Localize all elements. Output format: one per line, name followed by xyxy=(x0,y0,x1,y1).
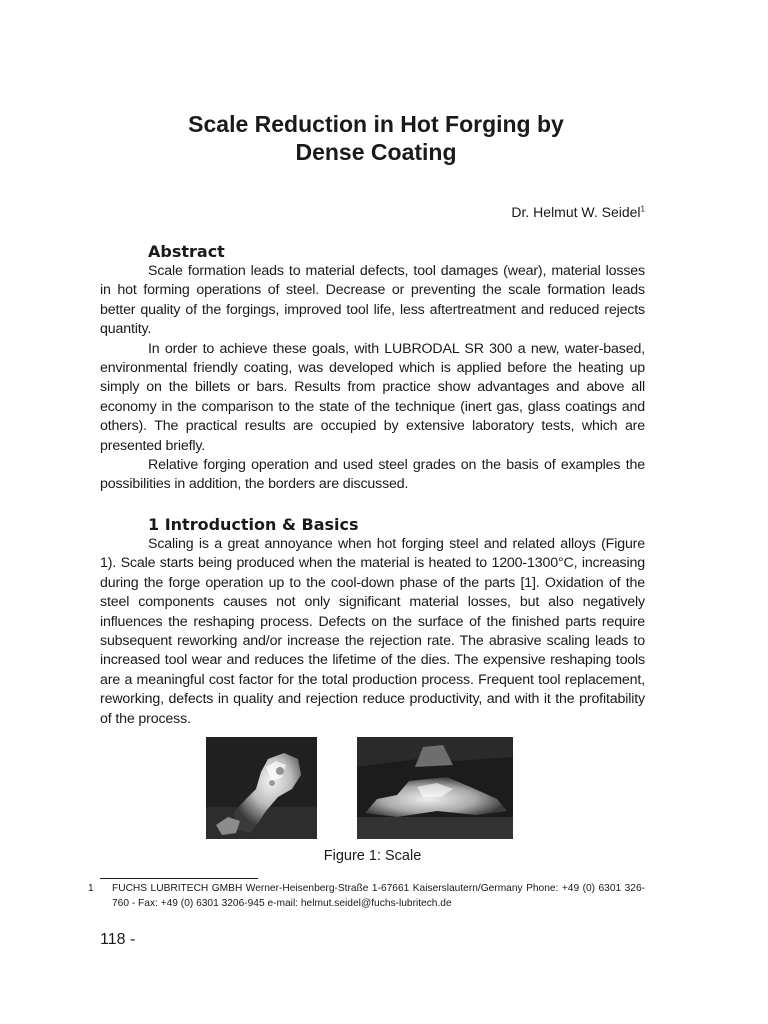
title-line-2: Dense Coating xyxy=(295,139,457,165)
abstract-heading: Abstract xyxy=(148,242,225,261)
introduction-body xyxy=(100,535,645,729)
title-line-1: Scale Reduction in Hot Forging by xyxy=(188,111,564,137)
footnote-number: 1 xyxy=(88,883,94,894)
author-name: Dr. Helmut W. Seidel xyxy=(511,204,641,220)
abstract-paragraph: In order to achieve these goals, with LUBRODAL SR 300 a new, water-based, environmental friendly coating, was developed which is applied before the heating up simply on the billets or bars. Results from practice show advantages and above all economy in the comparison to the state of the technique (inert gas, glass coatings and others). The practical results are occupied by extensive laboratory tests, which are presented briefly. xyxy=(100,340,645,454)
footnote xyxy=(88,882,645,911)
introduction-heading: 1 Introduction & Basics xyxy=(148,515,359,534)
introduction-paragraph: Scaling is a great annoyance when hot forging steel and related alloys (Figure 1). Scale starts being produced when the material is heated to 1200-1300°C, increasing during the forge operation up to the cool-down phase of the parts [1]. Oxidation of the steel components causes not only significant material losses, but also negatively influences the reshaping process. Defects on the surface of the finished parts require subsequent reworking and/or increase the rejection rate. The abrasive scaling leads to increased tool wear and reduces the lifetime of the dies. The expensive reshaping tools are a meaningful cost factor for the total production process. Frequent tool replacement, reworking, defects in quality and rejection reduce productivity, and with it the profitability of the process. xyxy=(100,536,645,727)
forging-die-photo xyxy=(357,737,513,839)
abstract-paragraph: Relative forging operation and used steel grades on the basis of examples the possibilities in addition, the borders are discussed. xyxy=(100,457,645,493)
paper-title xyxy=(100,110,652,166)
figure-scale-photo-right xyxy=(357,737,513,839)
abstract-body xyxy=(100,262,645,495)
author-footnote-mark: 1 xyxy=(640,204,645,214)
author-line xyxy=(100,203,645,221)
forged-part-photo xyxy=(206,737,317,839)
footnote-entry xyxy=(88,882,645,911)
figure-caption: Figure 1: Scale xyxy=(323,848,422,864)
page-number: 118 - xyxy=(100,931,136,948)
abstract-paragraph: Scale formation leads to material defects, tool damages (wear), material losses in hot forming operations of steel. Decrease or preventing the scale formation leads better quality of the forgings, improved tool life, less aftertreatment and reduced rejects quantity. xyxy=(100,263,645,338)
footnote-text: FUCHS LUBRITECH GMBH Werner-Heisenberg-Straße 1-67661 Kaiserslautern/Germany Phone: +49 (0) 6301 326-760 - Fax: +49 (0) 6301 3206-945 e-mail: helmut.seidel@fuchs-lubritech.de xyxy=(112,883,645,909)
figure-scale-photo-left xyxy=(206,737,317,839)
footnote-divider xyxy=(100,878,258,879)
